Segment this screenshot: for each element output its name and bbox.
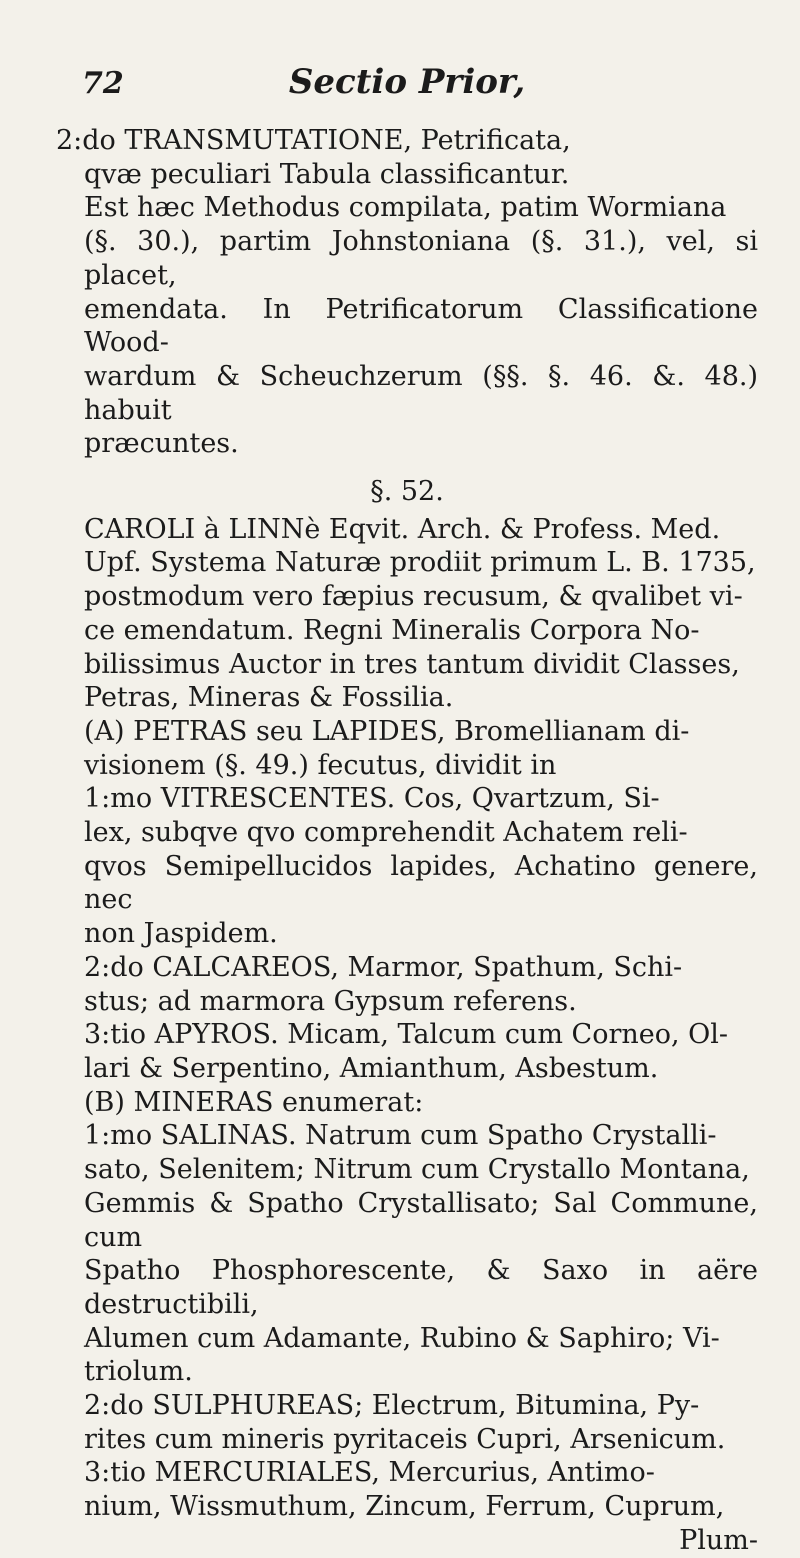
page-number: 72 <box>82 66 124 101</box>
text-line: qvos Semipellucidos lapides, Achatino genere, nec <box>84 850 758 916</box>
text-line: Gemmis & Spatho Crystallisato; Sal Commune, cum <box>84 1187 758 1253</box>
text-line: sato, Selenitem; Nitrum cum Crystallo Montana, <box>84 1154 750 1186</box>
paragraph-2 <box>56 513 758 1558</box>
text-line: non Jaspidem. <box>84 918 278 950</box>
catchword: Plum- <box>679 1524 758 1556</box>
text-line: 1:mo SALINAS. Natrum cum Spatho Crystalli- <box>84 1120 717 1152</box>
text-line: (§. 30.), partim Johnstoniana (§. 31.), vel, si placet, <box>84 226 758 291</box>
text-line: 2:do TRANSMUTATIONE, Petrificata, <box>56 125 571 156</box>
text-line: 2:do SULPHUREAS; Electrum, Bitumina, Py- <box>84 1390 700 1422</box>
text-line: emendata. In Petrificatorum Classificatione Wood- <box>84 293 758 359</box>
text-line: rites cum mineris pyritaceis Cupri, Arsenicum. <box>84 1423 726 1455</box>
text-line: wardum & Scheuchzerum (§§. §. 46. &. 48.) habuit <box>84 360 758 426</box>
text-line: qvæ peculiari Tabula classificantur. <box>84 158 570 190</box>
text-line: lex, subqve qvo comprehendit Achatem reli- <box>84 817 688 849</box>
running-head: Sectio Prior, <box>288 62 526 102</box>
text-line: Upf. Systema Naturæ prodiit primum L. B. 1735, <box>84 547 756 579</box>
text-line: præcuntes. <box>84 428 239 460</box>
text-line: Spatho Phosphorescente, & Saxo in aëre destructibili, <box>84 1255 758 1320</box>
text-line: postmodum vero fæpius recusum, & qvalibet vi- <box>84 581 743 613</box>
text-line: Petras, Mineras & Fossilia. <box>84 682 454 714</box>
text-line: (B) MINERAS enumerat: <box>84 1086 424 1118</box>
text-line: nium, Wissmuthum, Zincum, Ferrum, Cuprum, <box>84 1491 725 1523</box>
text-line: 1:mo VITRESCENTES. Cos, Qvartzum, Si- <box>84 783 660 815</box>
section-mark: §. 52. <box>370 476 444 508</box>
text-line: (A) PETRAS seu LAPIDES, Bromellianam di- <box>84 715 690 747</box>
text-line: stus; ad marmora Gypsum referens. <box>84 985 577 1017</box>
text-line: visionem (§. 49.) fecutus, dividit in <box>84 749 557 781</box>
text-line: CAROLI à LINNè Eqvit. Arch. & Profess. Med. <box>84 513 721 545</box>
text-line: Alumen cum Adamante, Rubino & Saphiro; Vi- <box>84 1322 720 1354</box>
paragraph-1 <box>56 124 758 461</box>
text-line: 2:do CALCAREOS, Marmor, Spathum, Schi- <box>84 951 683 983</box>
text-line: bilissimus Auctor in tres tantum dividit Classes, <box>84 648 740 680</box>
text-line: 3:tio MERCURIALES, Mercurius, Antimo- <box>84 1457 655 1489</box>
text-line: ce emendatum. Regni Mineralis Corpora No- <box>84 614 700 646</box>
text-line: lari & Serpentino, Amianthum, Asbestum. <box>84 1052 659 1084</box>
page-header <box>56 62 758 114</box>
text-line: triolum. <box>84 1356 193 1388</box>
text-line: 3:tio APYROS. Micam, Talcum cum Corneo, Ol- <box>84 1019 729 1051</box>
text-line: Est hæc Methodus compilata, patim Wormiana <box>84 192 727 224</box>
